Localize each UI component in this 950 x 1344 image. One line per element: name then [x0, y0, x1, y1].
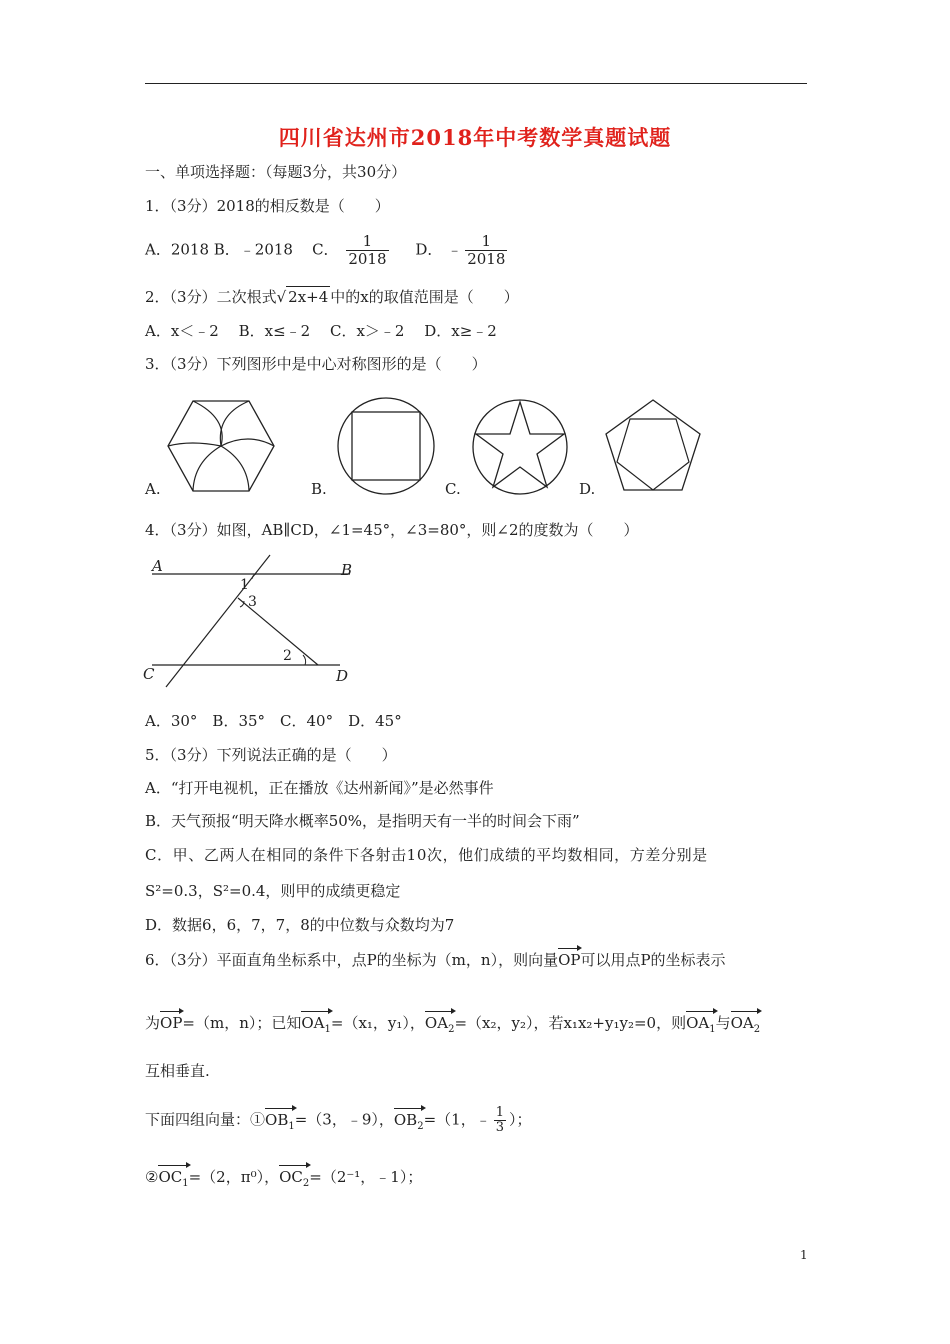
q4-angle-2: 2 — [283, 648, 292, 664]
question-4-stem: 4．（3分）如图，AB∥CD，∠1=45°，∠3=80°，则∠2的度数为（ ） — [145, 521, 639, 539]
vector-subscript: 2 — [448, 1024, 455, 1035]
q3-figure-b-circle-square — [336, 396, 436, 496]
question-6-line1 — [145, 948, 726, 970]
q6-line5-c1: =（2，π⁰）， — [188, 1168, 280, 1186]
q6-line4-b2-pre: =（1，﹣ — [423, 1110, 491, 1129]
vector-name: OA — [686, 1014, 710, 1032]
q3-label-b: B. — [311, 480, 327, 498]
q5-option-b: B．天气预报“明天降水概率50%，是指明天有一半的时间会下雨” — [145, 812, 580, 830]
q2-stem-post: 中的x的取值范围是（ ） — [330, 288, 519, 306]
question-6-line5 — [145, 1165, 422, 1193]
vector-subscript: 1 — [324, 1024, 331, 1035]
q4-angle-3: 3 — [248, 594, 257, 610]
q1-option-c-fraction — [346, 233, 388, 268]
q1-option-d-fraction — [465, 233, 507, 268]
vector-subscript: 1 — [709, 1024, 716, 1035]
question-4-options: A．30° B．35° C．40° D．45° — [145, 712, 402, 730]
q6-line5-c2: =（2⁻¹，﹣1）； — [309, 1168, 423, 1186]
question-2-stem — [145, 286, 519, 307]
vector-subscript: 1 — [288, 1120, 295, 1132]
q6-line4-b1: =（3，﹣9）， — [294, 1110, 394, 1129]
q4-figure-parallel-lines — [140, 555, 360, 690]
vector-subscript: 2 — [417, 1120, 424, 1132]
page-title: 四川省达州市2018年中考数学真题试题 — [278, 125, 672, 150]
question-3-stem: 3．（3分）下列图形中是中心对称图形的是（ ） — [145, 355, 487, 373]
fraction-numerator: 1 — [481, 232, 492, 250]
fraction-numerator: 1 — [362, 232, 373, 250]
question-2-options: A．x＜﹣2 B．x≤﹣2 C．x＞﹣2 D．x≥﹣2 — [145, 322, 497, 340]
q4-angle-1: 1 — [240, 577, 249, 593]
q1-options-ab: A．2018 B．﹣2018 — [145, 240, 293, 259]
q6-line5-pre: ② — [145, 1168, 159, 1186]
vector-ob1 — [265, 1108, 295, 1136]
q6-line2-c: =（x₁，y₁）， — [330, 1014, 425, 1032]
vector-subscript: 2 — [302, 1178, 310, 1189]
question-6-line3: 互相垂直. — [145, 1062, 210, 1080]
vector-oa1 — [301, 1011, 331, 1039]
q1-option-c-label: C． — [312, 240, 339, 259]
q3-label-c: C. — [445, 480, 461, 498]
vector-name: OA — [730, 1014, 754, 1032]
question-1-stem: 1．（3分）2018的相反数是（ ） — [145, 197, 390, 215]
q6-line1-pre: 6．（3分）平面直角坐标系中，点P的坐标为（m，n），则向量 — [145, 951, 559, 969]
q3-label-d: D. — [579, 480, 596, 498]
header-rule — [145, 83, 807, 84]
question-1-options — [145, 233, 510, 268]
q5-option-c-line1: C．甲、乙两人在相同的条件下各射击10次，他们成绩的平均数相同，方差分别是 — [145, 846, 708, 864]
q4-point-a: A — [152, 557, 163, 575]
vector-oc1 — [158, 1165, 188, 1193]
q4-point-d: D — [336, 667, 349, 685]
vector-oa2 — [731, 1011, 761, 1039]
vector-op: OP — [160, 1011, 182, 1032]
q1-option-d-label: D． — [415, 240, 443, 259]
vector-name: OC — [158, 1168, 183, 1186]
q2-stem-pre: 2．（3分）二次根式 — [145, 288, 277, 306]
vector-op: OP — [558, 948, 580, 969]
page-number: 1 — [800, 1248, 808, 1262]
q6-line4-end: ）； — [508, 1110, 532, 1129]
question-5-stem: 5．（3分）下列说法正确的是（ ） — [145, 746, 397, 764]
vector-subscript: 1 — [182, 1178, 189, 1189]
q5-option-d: D．数据6，6，7，7，8的中位数与众数均为7 — [145, 916, 455, 934]
question-6-line2 — [145, 1011, 760, 1039]
sqrt-symbol: √ — [276, 288, 287, 306]
q6-line1-post: 可以用点P的坐标表示 — [580, 951, 726, 969]
vector-oc2 — [279, 1165, 309, 1193]
q6-line2-d: =（x₂，y₂），若x₁x₂+y₁y₂=0，则 — [454, 1014, 687, 1032]
vector-name: OB — [265, 1110, 289, 1129]
fraction-numerator: 1 — [495, 1105, 504, 1120]
vector-ob2 — [394, 1108, 424, 1136]
q6-line2-b: =（m，n）；已知 — [182, 1014, 302, 1032]
q3-label-a: A. — [145, 480, 161, 498]
q6-fraction-one-third — [494, 1106, 506, 1135]
fraction-denominator: 2018 — [348, 250, 387, 268]
vector-name: OA — [424, 1014, 449, 1032]
vector-oa1 — [686, 1011, 716, 1039]
question-6-line4 — [145, 1106, 532, 1136]
q6-line4-pre: 下面四组向量：① — [145, 1110, 266, 1129]
vector-name: OB — [393, 1110, 418, 1129]
fraction-denominator: 3 — [495, 1120, 504, 1135]
q4-point-b: B — [341, 561, 353, 579]
vector-name: OC — [279, 1168, 303, 1186]
section-heading: 一、单项选择题：（每题3分，共30分） — [145, 163, 407, 181]
q3-figure-a-hexagon — [166, 400, 276, 492]
q2-radicand: 2x+4 — [288, 288, 329, 306]
vector-subscript: 2 — [753, 1024, 761, 1035]
q6-line2-a: 为 — [145, 1014, 161, 1032]
q3-figure-c-circle-star — [471, 398, 569, 496]
q5-option-a: A．“打开电视机，正在播放《达州新闻》”是必然事件 — [145, 779, 494, 797]
vector-name: OA — [301, 1014, 325, 1032]
vector-oa2 — [425, 1011, 455, 1039]
q5-option-c-line2: S²=0.3，S²=0.4，则甲的成绩更稳定 — [145, 882, 401, 900]
q3-figure-d-pentagon — [603, 398, 703, 494]
q1-option-d-sign: ﹣ — [447, 240, 463, 259]
q4-point-c: C — [143, 665, 155, 683]
fraction-denominator: 2018 — [467, 250, 506, 268]
q6-line2-e: 与 — [715, 1014, 731, 1032]
